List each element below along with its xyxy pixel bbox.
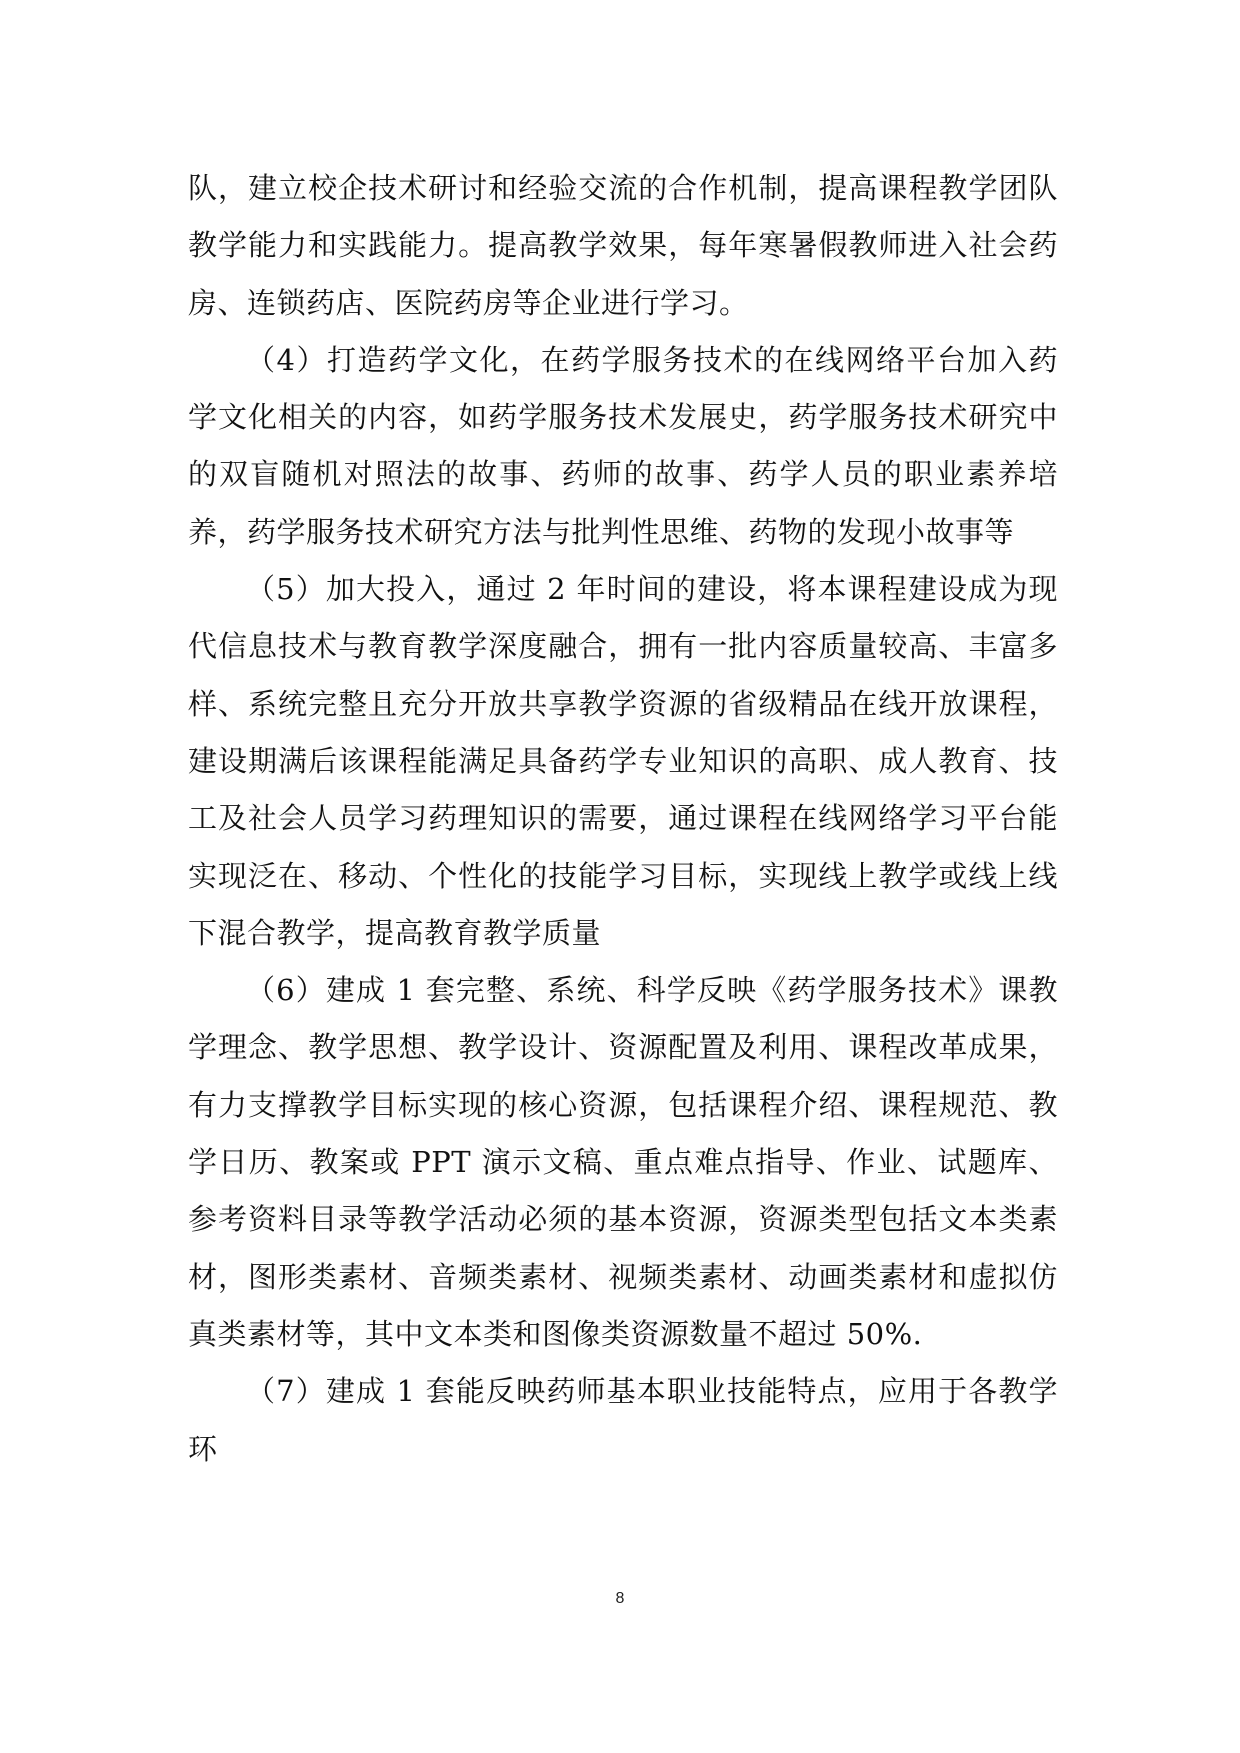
page-number: 8 <box>615 1590 625 1607</box>
paragraph-item-5: （5）加大投入，通过 2 年时间的建设，将本课程建设成为现代信息技术与教育教学深度融合，拥有一批内容质量较高、丰富多样、系统完整且充分开放共享教学资源的省级精品在线开放课程，建设期满后该课程能满足具备药学专业知识的高职、成人教育、技工及社会人员学习药理知识的需要，通过课程在线网络学习平台能实现泛在、移动、个性化的技能学习目标，实现线上教学或线上线下混合教学，提高教育教学质量 <box>188 572 1058 950</box>
paragraph-item-4: （4）打造药学文化，在药学服务技术的在线网络平台加入药学文化相关的内容，如药学服务技术发展史，药学服务技术研究中的双盲随机对照法的故事、药师的故事、药学人员的职业素养培养，药学服务技术研究方法与批判性思维、药物的发现小故事等 <box>188 342 1058 549</box>
paragraph-item-6: （6）建成 1 套完整、系统、科学反映《药学服务技术》课教学理念、教学思想、教学设计、资源配置及利用、课程改革成果，有力支撑教学目标实现的核心资源，包括课程介绍、课程规范、教学日历、教案或 PPT 演示文稿、重点难点指导、作业、试题库、参考资料目录等教学活动必须的基本资源，资源类型包括文本类素材，图形类素材、音频类素材、视频类素材、动画类素材和虚拟仿真类素材等，其中文本类和图像类资源数量不超过 50%. <box>188 973 1058 1351</box>
paragraph-continuation: 队，建立校企技术研讨和经验交流的合作机制，提高课程教学团队教学能力和实践能力。提高教学效果，每年寒暑假教师进入社会药房、连锁药店、医院药房等企业进行学习。 <box>188 171 1058 320</box>
page-body <box>188 160 1058 1478</box>
paragraph-item-7: （7）建成 1 套能反映药师基本职业技能特点，应用于各教学环 <box>188 1374 1058 1466</box>
